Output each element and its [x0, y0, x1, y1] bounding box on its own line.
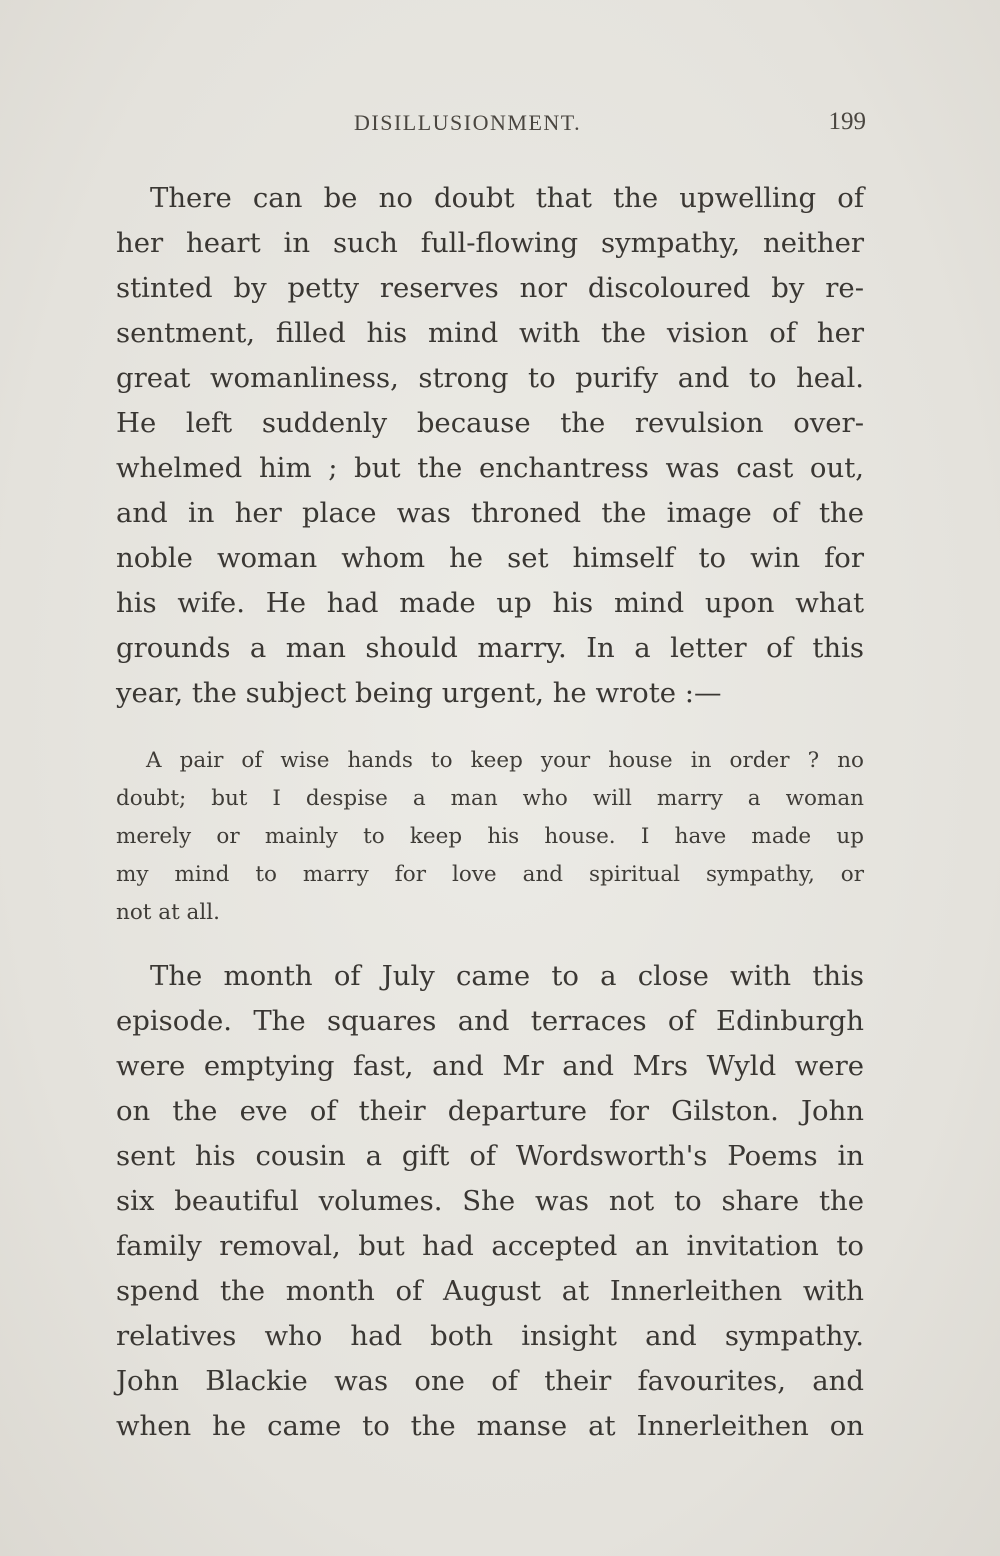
text-line: He left suddenly because the revulsion over-: [116, 407, 864, 439]
paragraph-1: [116, 176, 864, 716]
text-line: episode. The squares and terraces of Edinburgh: [116, 1005, 864, 1037]
text-line: John Blackie was one of their favourites, and: [116, 1365, 864, 1397]
quote-line: merely or mainly to keep his house. I have made up: [116, 824, 864, 849]
text-line: when he came to the manse at Innerleithen on: [116, 1410, 864, 1442]
text-line: spend the month of August at Innerleithen with: [116, 1275, 864, 1307]
page-number: 199: [828, 108, 866, 135]
running-title: DISILLUSIONMENT.: [354, 110, 582, 135]
text-line: stinted by petty reserves nor discoloured by re-: [116, 272, 864, 304]
paragraph-2: [116, 954, 864, 1449]
text-line: six beautiful volumes. She was not to share the: [116, 1185, 864, 1217]
text-line: noble woman whom he set himself to win for: [116, 542, 864, 574]
text-line: were emptying fast, and Mr and Mrs Wyld were: [116, 1050, 864, 1082]
running-head: [118, 108, 866, 148]
text-line: The month of July came to a close with this: [150, 960, 864, 992]
text-line: his wife. He had made up his mind upon what: [116, 587, 864, 619]
text-line: and in her place was throned the image of the: [116, 497, 864, 529]
text-line: There can be no doubt that the upwelling of: [150, 182, 864, 214]
text-line: great womanliness, strong to purify and to heal.: [116, 362, 864, 394]
body-text: [116, 176, 864, 1449]
quote-line: A pair of wise hands to keep your house in order ? no: [146, 748, 864, 773]
text-line: grounds a man should marry. In a letter of this: [116, 632, 864, 664]
block-quote: [116, 742, 864, 932]
quote-line: not at all.: [116, 900, 220, 925]
text-line: whelmed him ; but the enchantress was cast out,: [116, 452, 864, 484]
text-line: sent his cousin a gift of Wordsworth's Poems in: [116, 1140, 864, 1172]
text-line: sentment, filled his mind with the vision of her: [116, 317, 864, 349]
text-line: family removal, but had accepted an invitation to: [116, 1230, 864, 1262]
text-line: year, the subject being urgent, he wrote :—: [116, 677, 722, 709]
text-line: on the eve of their departure for Gilston. John: [116, 1095, 864, 1127]
quote-line: doubt; but I despise a man who will marry a woman: [116, 786, 864, 811]
text-line: relatives who had both insight and sympathy.: [116, 1320, 864, 1352]
text-line: her heart in such full-flowing sympathy, neither: [116, 227, 864, 259]
quote-line: my mind to marry for love and spiritual sympathy, or: [116, 862, 864, 887]
